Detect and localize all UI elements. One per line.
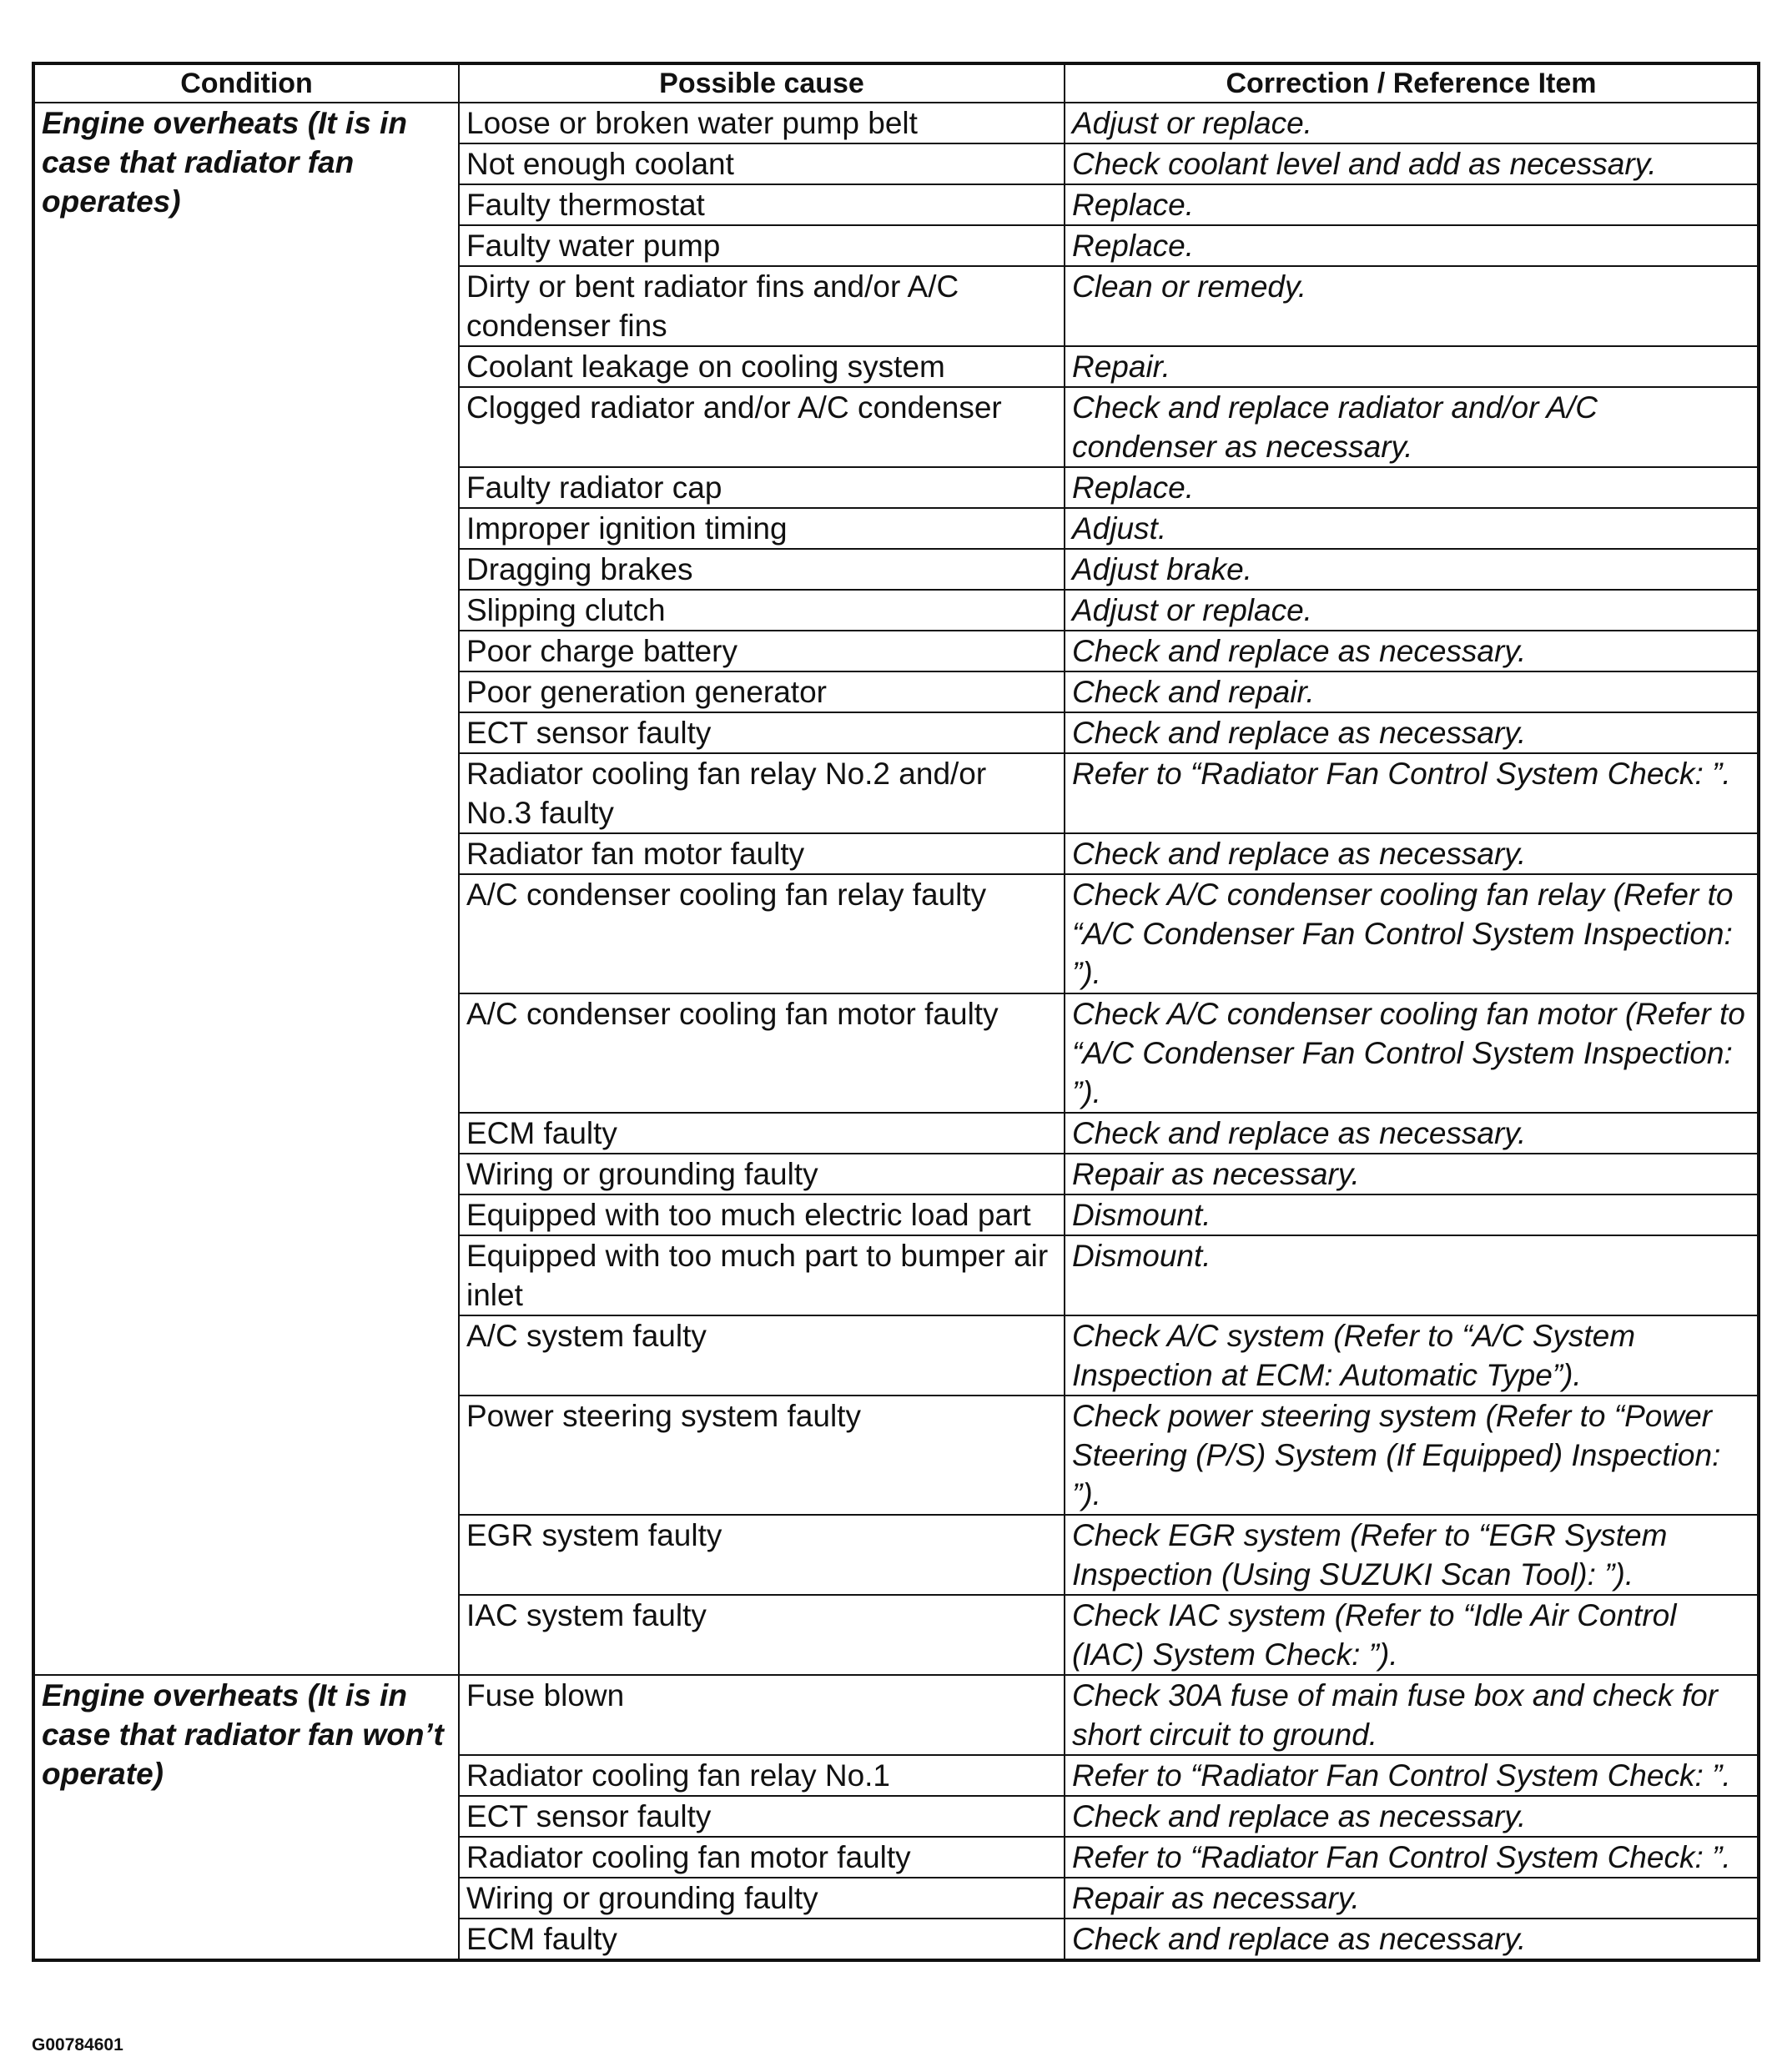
document [32, 62, 1757, 1962]
possible-cause-cell: Faulty radiator cap [459, 467, 1065, 508]
correction-cell: Clean or remedy. [1065, 266, 1759, 346]
correction-cell: Check 30A fuse of main fuse box and check for short circuit to ground. [1065, 1675, 1759, 1755]
possible-cause-cell: EGR system faulty [459, 1515, 1065, 1595]
correction-cell: Check and replace radiator and/or A/C condenser as necessary. [1065, 387, 1759, 467]
possible-cause-cell: ECT sensor faulty [459, 712, 1065, 753]
condition-cell: Engine overheats (It is in case that radiator fan operates) [33, 103, 459, 1675]
possible-cause-cell: Poor charge battery [459, 631, 1065, 671]
condition-cell: Engine overheats (It is in case that radiator fan won’t operate) [33, 1675, 459, 1960]
correction-cell: Check and replace as necessary. [1065, 1796, 1759, 1837]
correction-cell: Check A/C condenser cooling fan motor (Refer to “A/C Condenser Fan Control System Inspection: ”). [1065, 993, 1759, 1113]
possible-cause-cell: Poor generation generator [459, 671, 1065, 712]
table-header-row [33, 63, 1759, 103]
possible-cause-cell: Fuse blown [459, 1675, 1065, 1755]
correction-cell: Check and replace as necessary. [1065, 1919, 1759, 1960]
troubleshooting-table [32, 62, 1760, 1962]
header-possible-cause: Possible cause [459, 63, 1065, 103]
correction-cell: Dismount. [1065, 1194, 1759, 1235]
table-row [33, 1675, 1759, 1755]
possible-cause-cell: Wiring or grounding faulty [459, 1878, 1065, 1919]
correction-cell: Check coolant level and add as necessary. [1065, 143, 1759, 184]
correction-cell: Check A/C condenser cooling fan relay (Refer to “A/C Condenser Fan Control System Inspection: ”). [1065, 874, 1759, 993]
possible-cause-cell: Radiator cooling fan relay No.2 and/or No.3 faulty [459, 753, 1065, 833]
correction-cell: Replace. [1065, 184, 1759, 225]
correction-cell: Check and replace as necessary. [1065, 631, 1759, 671]
correction-cell: Refer to “Radiator Fan Control System Check: ”. [1065, 1837, 1759, 1878]
possible-cause-cell: Faulty water pump [459, 225, 1065, 266]
possible-cause-cell: ECM faulty [459, 1919, 1065, 1960]
possible-cause-cell: ECM faulty [459, 1113, 1065, 1154]
correction-cell: Repair as necessary. [1065, 1154, 1759, 1194]
possible-cause-cell: Equipped with too much part to bumper air inlet [459, 1235, 1065, 1315]
possible-cause-cell: A/C condenser cooling fan motor faulty [459, 993, 1065, 1113]
possible-cause-cell: Radiator fan motor faulty [459, 833, 1065, 874]
possible-cause-cell: Dirty or bent radiator fins and/or A/C condenser fins [459, 266, 1065, 346]
possible-cause-cell: Not enough coolant [459, 143, 1065, 184]
possible-cause-cell: Slipping clutch [459, 590, 1065, 631]
possible-cause-cell: Equipped with too much electric load part [459, 1194, 1065, 1235]
correction-cell: Adjust. [1065, 508, 1759, 549]
possible-cause-cell: Radiator cooling fan motor faulty [459, 1837, 1065, 1878]
possible-cause-cell: Dragging brakes [459, 549, 1065, 590]
correction-cell: Check and replace as necessary. [1065, 833, 1759, 874]
possible-cause-cell: Radiator cooling fan relay No.1 [459, 1755, 1065, 1796]
table-row [33, 103, 1759, 143]
correction-cell: Check and replace as necessary. [1065, 1113, 1759, 1154]
possible-cause-cell: Wiring or grounding faulty [459, 1154, 1065, 1194]
possible-cause-cell: Faulty thermostat [459, 184, 1065, 225]
possible-cause-cell: ECT sensor faulty [459, 1796, 1065, 1837]
correction-cell: Check IAC system (Refer to “Idle Air Control (IAC) System Check: ”). [1065, 1595, 1759, 1675]
possible-cause-cell: Loose or broken water pump belt [459, 103, 1065, 143]
possible-cause-cell: Coolant leakage on cooling system [459, 346, 1065, 387]
correction-cell: Replace. [1065, 225, 1759, 266]
correction-cell: Adjust or replace. [1065, 103, 1759, 143]
possible-cause-cell: A/C condenser cooling fan relay faulty [459, 874, 1065, 993]
possible-cause-cell: A/C system faulty [459, 1315, 1065, 1396]
possible-cause-cell: Power steering system faulty [459, 1396, 1065, 1515]
header-correction: Correction / Reference Item [1065, 63, 1759, 103]
header-condition: Condition [33, 63, 459, 103]
correction-cell: Refer to “Radiator Fan Control System Check: ”. [1065, 753, 1759, 833]
possible-cause-cell: Improper ignition timing [459, 508, 1065, 549]
correction-cell: Check power steering system (Refer to “Power Steering (P/S) System (If Equipped) Inspection: ”). [1065, 1396, 1759, 1515]
correction-cell: Refer to “Radiator Fan Control System Check: ”. [1065, 1755, 1759, 1796]
table-body [33, 103, 1759, 1960]
correction-cell: Check EGR system (Refer to “EGR System Inspection (Using SUZUKI Scan Tool): ”). [1065, 1515, 1759, 1595]
correction-cell: Repair. [1065, 346, 1759, 387]
possible-cause-cell: Clogged radiator and/or A/C condenser [459, 387, 1065, 467]
figure-id: G00784601 [32, 2035, 123, 2054]
correction-cell: Dismount. [1065, 1235, 1759, 1315]
correction-cell: Check and repair. [1065, 671, 1759, 712]
correction-cell: Adjust or replace. [1065, 590, 1759, 631]
correction-cell: Adjust brake. [1065, 549, 1759, 590]
correction-cell: Replace. [1065, 467, 1759, 508]
correction-cell: Repair as necessary. [1065, 1878, 1759, 1919]
correction-cell: Check A/C system (Refer to “A/C System Inspection at ECM: Automatic Type”). [1065, 1315, 1759, 1396]
possible-cause-cell: IAC system faulty [459, 1595, 1065, 1675]
correction-cell: Check and replace as necessary. [1065, 712, 1759, 753]
